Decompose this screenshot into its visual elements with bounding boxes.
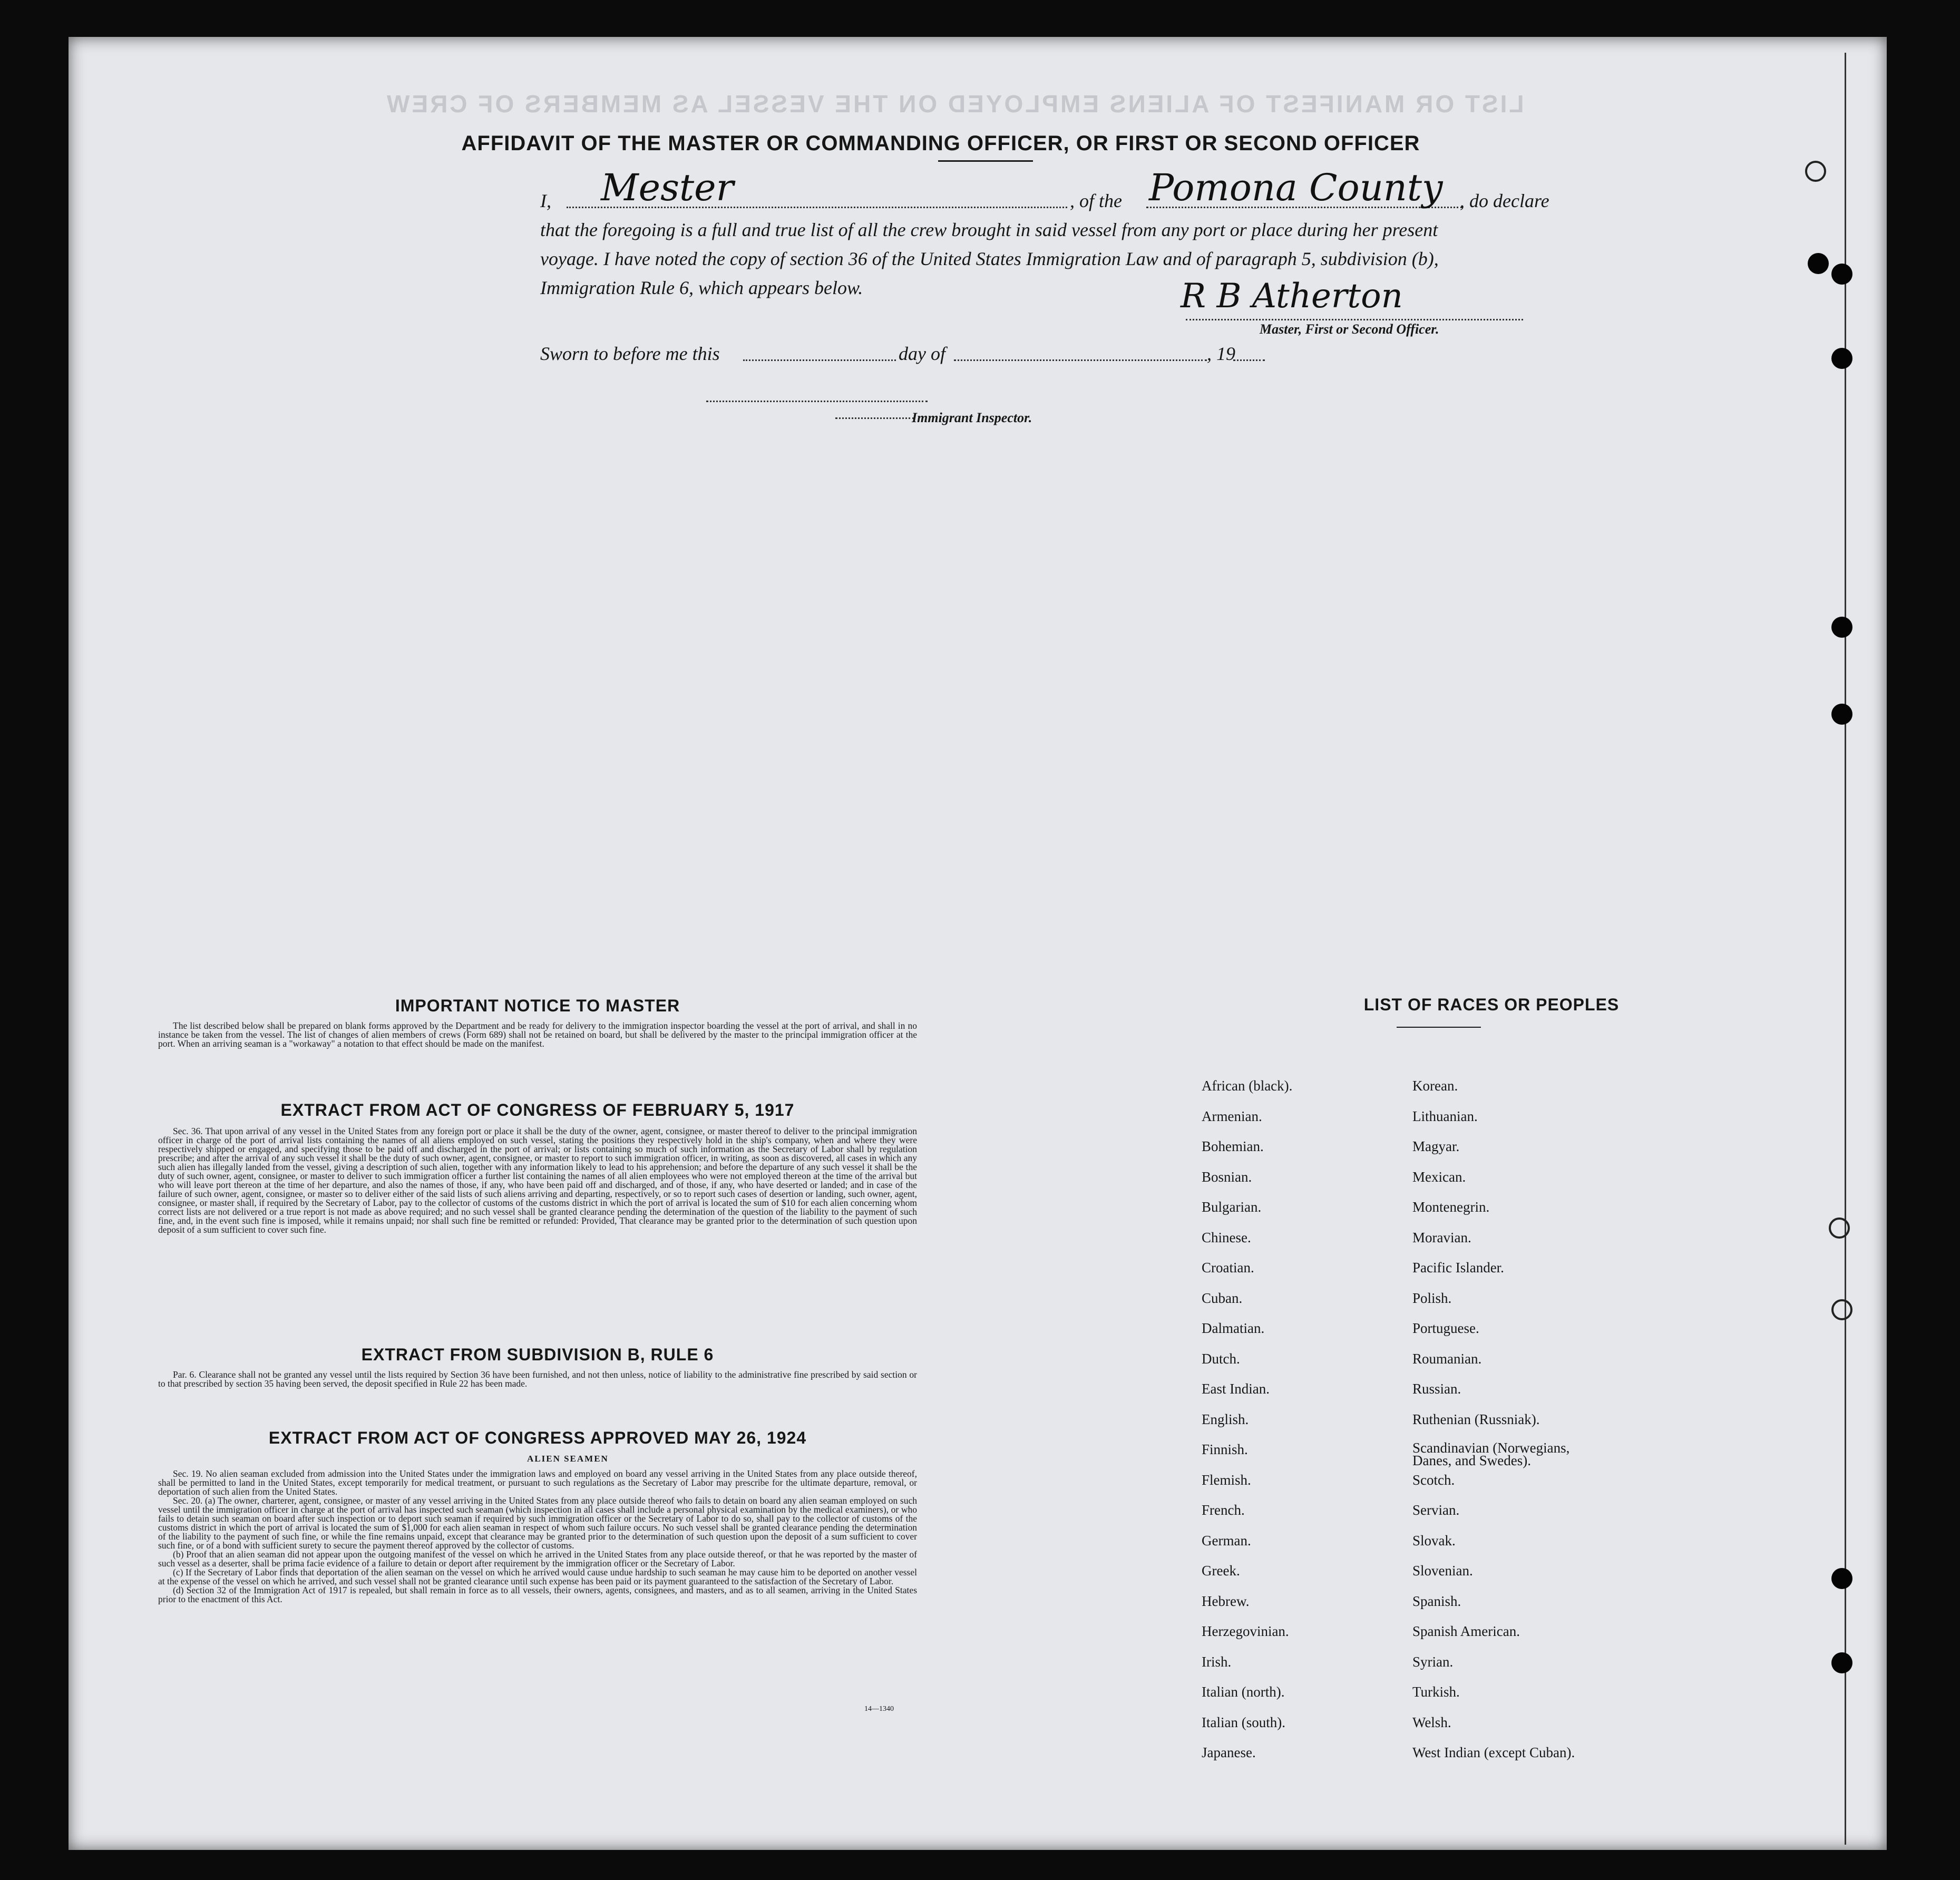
notice-title: IMPORTANT NOTICE TO MASTER xyxy=(395,996,680,1015)
rule6-title: EXTRACT FROM SUBDIVISION B, RULE 6 xyxy=(361,1345,714,1364)
month-line xyxy=(954,359,1207,361)
extract-1924-title: EXTRACT FROM ACT OF CONGRESS APPROVED MAY 26, 1924 xyxy=(268,1428,807,1447)
sec-20b-paragraph: (b) Proof that an alien seaman did not appear upon the outgoing manifest of the vessel on which he arrived in the United States from any place outside thereof, or that he was reported by the master of such vessel as a deserter, shall be prima facie evidence of a failure to detain or deport after requirement by the immigration officer or the Secretary of Labor. xyxy=(158,1549,917,1569)
race-item: Mexican. xyxy=(1412,1168,1466,1185)
punch-hole xyxy=(1805,161,1826,182)
race-item: Roumanian. xyxy=(1412,1350,1482,1367)
year-text: , 19 xyxy=(1207,343,1235,364)
race-item: Herzegovinian. xyxy=(1202,1623,1289,1639)
sec-19-paragraph: Sec. 19. No alien seaman excluded from admission into the United States under the immigration laws and employed on board any vessel arriving in the United States from any place outside thereof, shall be permitted to land in the United States, except temporarily for medical treatment, or pursuant to such regulations as the Secretary of Labor may prescribe for the ultimate departure, removal, or deportation of such alien from the United States. xyxy=(158,1468,917,1497)
signature-line xyxy=(1186,319,1523,320)
rule6-paragraph: Par. 6. Clearance shall not be granted any vessel until the lists required by Section 36 have been furnished, and not then unless, notice of liability to the administrative fine prescribed by said section or to that prescribed by section 35 having been served, the deposit specified in Rule 22 has been made. xyxy=(158,1369,917,1389)
punch-hole xyxy=(1831,1652,1852,1673)
race-item: East Indian. xyxy=(1202,1381,1270,1397)
race-item: Slovak. xyxy=(1412,1532,1456,1548)
rule6-text xyxy=(158,1370,917,1388)
affidavit-line-3: voyage. I have noted the copy of section 36 of the United States Immigration Law and of paragraph 5, subdivision (b), xyxy=(540,248,1439,269)
affidavit-line-4: Immigration Rule 6, which appears below. xyxy=(540,277,863,298)
title-rule xyxy=(938,160,1033,162)
races-title: LIST OF RACES OR PEOPLES xyxy=(1363,995,1620,1014)
race-item: Cuban. xyxy=(1202,1290,1243,1306)
race-item: Magyar. xyxy=(1412,1138,1460,1154)
race-item: Syrian. xyxy=(1412,1653,1454,1670)
race-item: Bohemian. xyxy=(1202,1138,1264,1154)
race-item: Turkish. xyxy=(1412,1684,1460,1700)
year-line xyxy=(1233,359,1265,361)
handwritten-vessel: Pomona County xyxy=(1149,166,1443,209)
extract-1917-title: EXTRACT FROM ACT OF CONGRESS OF FEBRUARY 5, 1917 xyxy=(280,1100,795,1119)
inspector-lead-line xyxy=(835,417,914,419)
race-item: Montenegrin. xyxy=(1412,1199,1490,1215)
race-item: Servian. xyxy=(1412,1502,1460,1518)
notice-text xyxy=(158,1021,917,1048)
inspector-line xyxy=(706,401,928,402)
race-item: Slovenian. xyxy=(1412,1563,1473,1579)
race-item: French. xyxy=(1202,1502,1245,1518)
race-item: Korean. xyxy=(1412,1078,1458,1094)
form-number: 14—1340 xyxy=(864,1705,894,1713)
race-item: Armenian. xyxy=(1202,1108,1262,1124)
document-page xyxy=(69,37,1887,1850)
race-item: African (black). xyxy=(1202,1078,1293,1094)
race-item: Scandinavian (Norwegians, Danes, and Swedes). xyxy=(1412,1440,1570,1468)
race-item: Irish. xyxy=(1202,1653,1232,1670)
race-item: Croatian. xyxy=(1202,1260,1254,1275)
race-item: Hebrew. xyxy=(1202,1593,1250,1609)
race-item: Polish. xyxy=(1412,1290,1452,1306)
punch-hole xyxy=(1831,1299,1852,1320)
race-item: Flemish. xyxy=(1202,1472,1251,1488)
race-item: Dalmatian. xyxy=(1202,1320,1265,1336)
extract-1917-text xyxy=(158,1127,917,1234)
race-item: Finnish. xyxy=(1202,1441,1248,1457)
race-item: Italian (north). xyxy=(1202,1684,1285,1700)
punch-hole xyxy=(1808,253,1829,274)
race-item: Pacific Islander. xyxy=(1412,1260,1504,1275)
race-item: Bosnian. xyxy=(1202,1168,1252,1185)
punch-hole xyxy=(1831,1568,1852,1589)
alien-seamen-subtitle: ALIEN SEAMEN xyxy=(527,1454,609,1464)
race-item: German. xyxy=(1202,1532,1251,1548)
race-item: Ruthenian (Russniak). xyxy=(1412,1411,1540,1427)
affidavit-line-2: that the foregoing is a full and true list of all the crew brought in said vessel from any port or place during her present xyxy=(540,219,1438,240)
sworn-text: Sworn to before me this xyxy=(540,343,720,364)
race-item: Moravian. xyxy=(1412,1229,1471,1245)
race-item: Russian. xyxy=(1412,1381,1461,1397)
punch-hole xyxy=(1831,264,1852,285)
race-item: Spanish. xyxy=(1412,1593,1461,1609)
affidavit-title: AFFIDAVIT OF THE MASTER OR COMMANDING OFFICER, OR FIRST OR SECOND OFFICER xyxy=(461,132,1420,155)
race-item: Welsh. xyxy=(1412,1714,1451,1730)
inspector-caption: Immigrant Inspector. xyxy=(912,410,1032,425)
affidavit-of-the: , of the xyxy=(1070,190,1122,211)
signature: R B Atherton xyxy=(1181,277,1403,316)
signature-caption: Master, First or Second Officer. xyxy=(1260,322,1439,337)
race-item: Japanese. xyxy=(1202,1745,1256,1760)
race-item: Greek. xyxy=(1202,1563,1240,1579)
race-item: Italian (south). xyxy=(1202,1714,1285,1730)
sec-20d-paragraph: (d) Section 32 of the Immigration Act of 1917 is repealed, but shall remain in force as to all vessels, their owners, agents, consignees, and masters, and as to all seamen, arriving in the United States prior to the enactment of this Act. xyxy=(158,1585,917,1604)
extract-1917-paragraph: Sec. 36. That upon arrival of any vessel in the United States from any foreign port or place it shall be the duty of the owner, agent, consignee, or master thereof to deliver to the principal immigration officer in charge of the port of arrival lists containing the names of all aliens employed on such vessel, stating the positions they respectively hold in the ship's company, when and where they were respectively shipped or engaged, and specifying those to be paid off and discharged in the port of arrival; or lists containing so much of such information as the Secretary of Labor shall by regulation prescribe; and after the arrival of any such vessel it shall be the duty of such owner, agent, consignee, or master to report to such immigration officer, in writing, as soon as discovered, all cases in which any such alien has illegally landed from the vessel, giving a description of such alien, together with any information likely to lead to his apprehension; and before the departure of any such vessel it shall be the duty of such owner, agent, consignee, or master to deliver to such immigration officer a further list containing the names of all alien employees who were not employed thereon at the time of the arrival but who will leave port thereon at the time of her departure, and also the names of those, if any, who have been paid off and discharged, and of those, if any, who have deserted or landed; and in case of the failure of such owner, agent, consignee, or master so to deliver either of the said lists of such aliens arriving and departing, respectively, or so to report such cases of desertion or landing, such owner, agent, consignee, or master shall, if required by the Secretary of Labor, pay to the collector of customs of the customs district in which the port of arrival is located the sum of $10 for each alien concerning whom correct lists are not delivered or a true report is not made as above required; and no such vessel shall be granted clearance pending the determination of the question of the liability to the payment of such fine, and, in the event such fine is imposed, while it remains unpaid; nor shall such fine be remitted or refunded: Provided, That clearance may be granted prior to the determination of such question upon deposit of a sum sufficient to cover such fine. xyxy=(158,1126,917,1235)
bleed-through-text: LIST OR MANIFEST OF ALIENS EMPLOYED ON THE VESSEL AS MEMBERS OF CREW xyxy=(385,90,1524,118)
race-item: West Indian (except Cuban). xyxy=(1412,1745,1575,1760)
extract-1924-text xyxy=(158,1469,917,1604)
punch-hole xyxy=(1831,617,1852,638)
sec-20c-paragraph: (c) If the Secretary of Labor finds that deportation of the alien seaman on the vessel on which he arrived would cause undue hardship to such seaman he may cause him to be deported on another vessel at the expense of the vessel on which he arrived, and such vessel shall not be granted clearance until such expense has been paid or its payment guaranteed to the satisfaction of the Secretary of Labor. xyxy=(158,1567,917,1586)
day-of-text: day of xyxy=(899,343,945,364)
race-item: Spanish American. xyxy=(1412,1623,1520,1639)
sec-20a-paragraph: Sec. 20. (a) The owner, charterer, agent, consignee, or master of any vessel arriving in the United States from any place outside thereof who fails to detain on board any alien seaman employed on such vessel until the immigration officer in charge at the port of arrival has inspected such seaman (which inspection in all cases shall include a personal physical examination by the medical examiners), or who fails to detain such seaman on board after such inspection or to deport such seaman if required by such immigration officer or the Secretary of Labor to do so, shall pay to the collector of customs of the customs district in which the port of arrival is located the sum of $1,000 for each alien seaman in respect of whom such failure occurs. No such vessel shall be granted clearance pending the determination of the liability to the payment of such fine, or while the fine remains unpaid, except that clearance may be granted prior to the determination of such question upon the deposit of a sum sufficient to cover such fine, or of a bond with sufficient surety to secure the payment thereof approved by the collector of customs. xyxy=(158,1495,917,1551)
race-item: Dutch. xyxy=(1202,1350,1240,1367)
punch-hole xyxy=(1831,348,1852,369)
affidavit-do-declare: , do declare xyxy=(1460,190,1549,211)
race-item: Chinese. xyxy=(1202,1229,1251,1245)
race-item: Lithuanian. xyxy=(1412,1108,1478,1124)
sworn-day-line xyxy=(743,359,896,361)
race-item: English. xyxy=(1202,1411,1249,1427)
notice-paragraph: The list described below shall be prepared on blank forms approved by the Department and be ready for delivery to the immigration inspector boarding the vessel at the port of arrival, and shall in no instance be taken from the vessel. The list of changes of alien members of crews (Form 689) shall not be retained on board, but shall be delivered by the master to the principal immigration officer at the port. When an arriving seaman is a "workaway" a notation to that effect should be made on the manifest. xyxy=(158,1020,917,1049)
affidavit-i: I, xyxy=(540,190,551,211)
race-item: Scotch. xyxy=(1412,1472,1455,1488)
punch-hole xyxy=(1831,704,1852,725)
handwritten-name: Mester xyxy=(601,166,734,209)
race-item: Portuguese. xyxy=(1412,1320,1479,1336)
races-rule xyxy=(1397,1027,1481,1028)
punch-hole xyxy=(1829,1217,1850,1239)
race-item: Bulgarian. xyxy=(1202,1199,1262,1215)
